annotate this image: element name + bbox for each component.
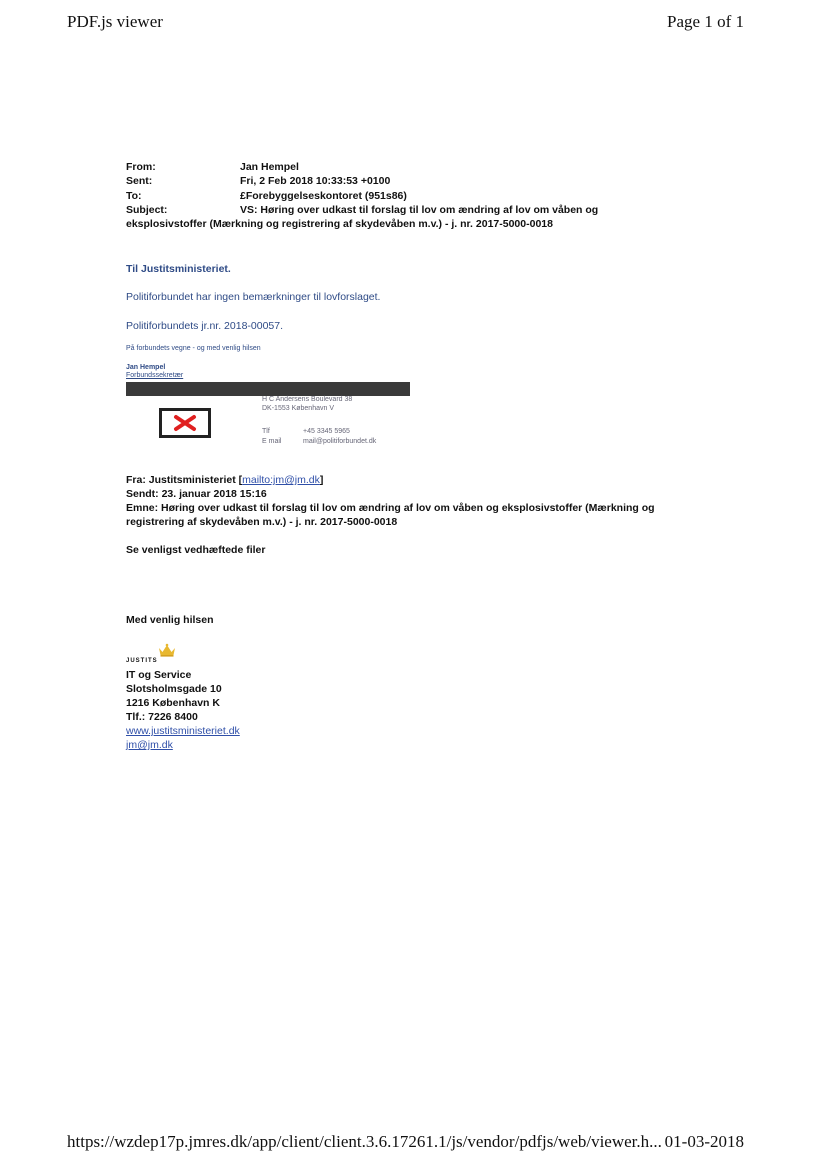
to-value: £Forebyggelseskontoret (951s86)	[240, 190, 407, 202]
signature-title: Forbundssekretær	[126, 372, 184, 379]
tlf-label: Tlf	[262, 428, 270, 435]
signature-dept: IT og Service	[126, 669, 192, 681]
crown-logo-icon	[158, 643, 176, 657]
logo-text: JUSTITS	[126, 658, 158, 664]
print-footer-url: https://wzdep17p.jmres.dk/app/client/client.3.6.17261.1/js/vendor/pdfjs/web/viewer.h...	[67, 1132, 662, 1151]
address-line-1: H C Andersens Boulevard 38	[262, 396, 353, 403]
broken-image-icon	[159, 408, 211, 438]
from-label: From:	[126, 161, 156, 173]
email-link[interactable]: jm@jm.dk	[126, 739, 173, 751]
greeting: Til Justitsministeriet.	[126, 263, 231, 275]
sent-value: Fri, 2 Feb 2018 10:33:53 +0100	[240, 175, 391, 187]
subject-line-2: eksplosivstoffer (Mærkning og registrering af skydevåben m.v.) - j. nr. 2017-5000-0018	[126, 218, 553, 230]
forwarded-regards: Med venlig hilsen	[126, 614, 214, 626]
print-header-page: Page 1 of 1	[667, 12, 744, 31]
mailto-link[interactable]: mailto:jm@jm.dk	[242, 474, 320, 486]
forwarded-sent: Sendt: 23. januar 2018 15:16	[126, 488, 267, 500]
signature-phone: Tlf.: 7226 8400	[126, 711, 198, 723]
closing-text: På forbundets vegne - og med venlig hilsen	[126, 345, 261, 352]
forwarded-from-prefix: Fra: Justitsministeriet [	[126, 474, 243, 486]
to-label: To:	[126, 190, 142, 202]
redaction-bar	[126, 382, 410, 396]
forwarded-body-text: Se venligst vedhæftede filer	[126, 544, 266, 556]
signature-street: Slotsholmsgade 10	[126, 683, 222, 695]
website-link[interactable]: www.justitsministeriet.dk	[126, 725, 240, 737]
subject-label: Subject:	[126, 204, 168, 216]
signature-city: 1216 København K	[126, 697, 220, 709]
email-label: E mail	[262, 438, 282, 445]
from-value: Jan Hempel	[240, 161, 299, 173]
print-header-title: PDF.js viewer	[67, 12, 163, 31]
forwarded-subject-line-2: registrering af skydevåben m.v.) - j. nr. 2017-5000-0018	[126, 516, 398, 528]
body-line-2: Politiforbundets jr.nr. 2018-00057.	[126, 320, 284, 332]
body-line-1: Politiforbundet har ingen bemærkninger til lovforslaget.	[126, 291, 381, 303]
forwarded-from	[126, 474, 323, 486]
subject-line-1: VS: Høring over udkast til forslag til lov om ændring af lov om våben og	[240, 204, 599, 216]
sent-label: Sent:	[126, 175, 153, 187]
forwarded-subject-line-1: Emne: Høring over udkast til forslag til lov om ændring af lov om våben og eksplosivstoffer (Mærkning og	[126, 502, 655, 514]
print-footer-date: 01-03-2018	[664, 1132, 744, 1151]
address-line-2: DK-1553 København V	[262, 405, 334, 412]
tlf-value: +45 3345 5965	[303, 428, 350, 435]
forwarded-from-suffix: ]	[319, 474, 324, 486]
email-value: mail@politiforbundet.dk	[303, 438, 377, 445]
signature-name: Jan Hempel	[126, 364, 166, 371]
